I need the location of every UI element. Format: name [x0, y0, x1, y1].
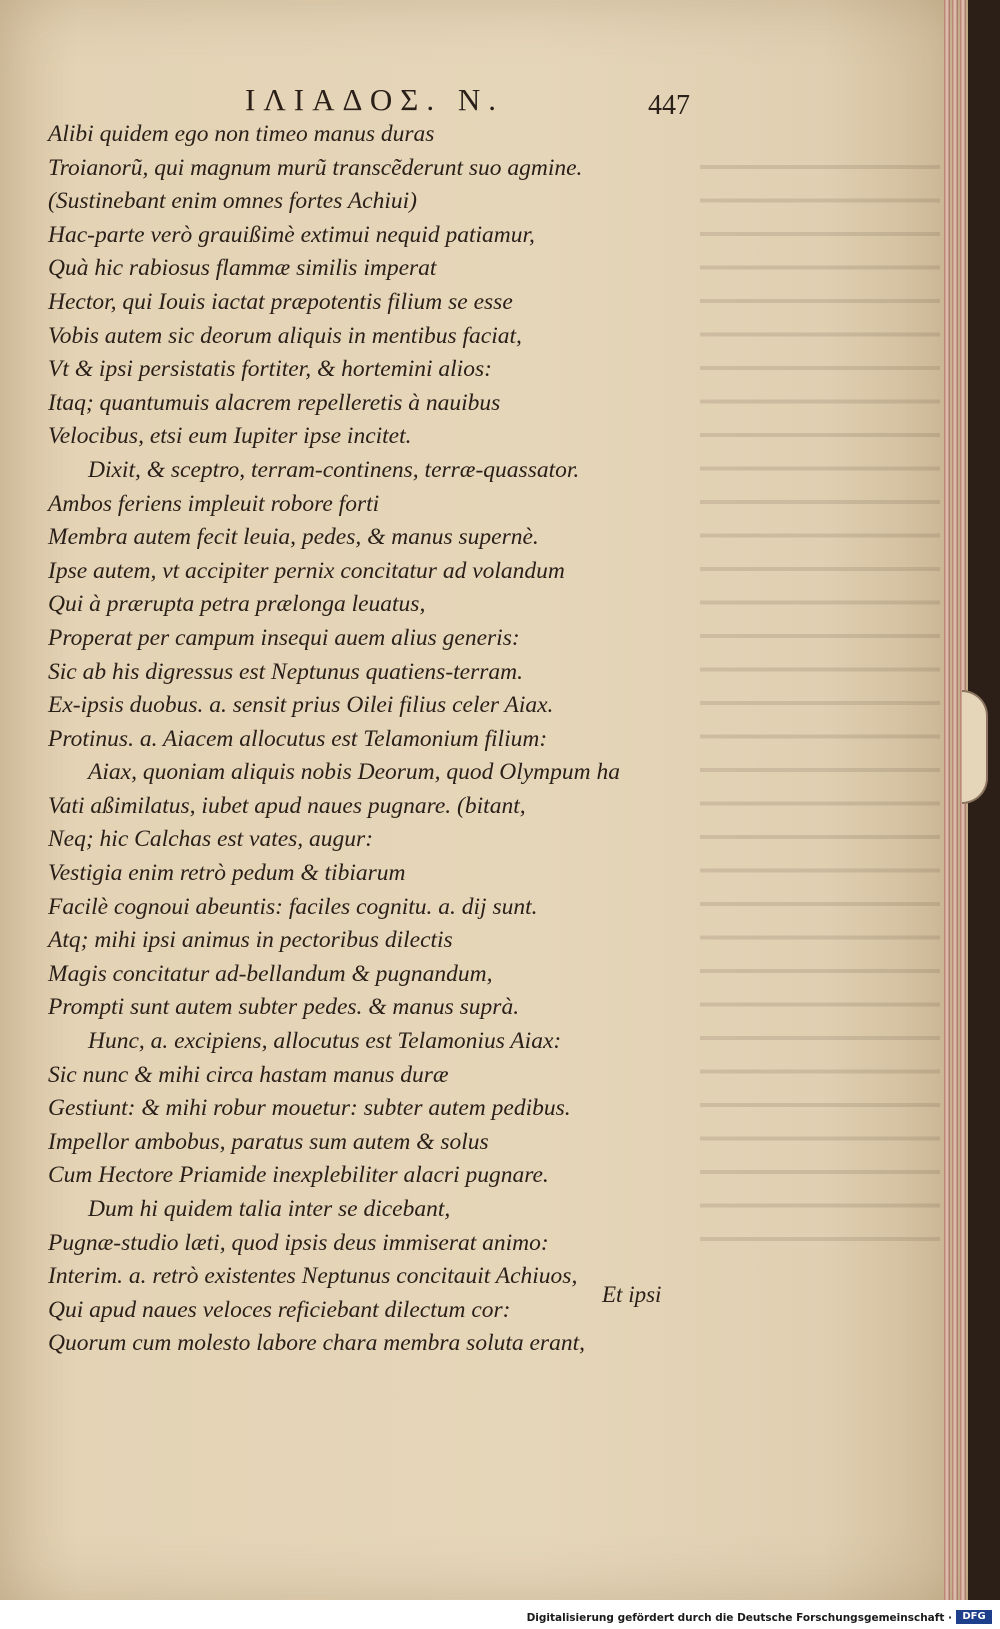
verse-line: Hunc, a. excipiens, allocutus est Telamonius Aiax:: [88, 1028, 562, 1055]
verse-line: Dixit, & sceptro, terram-continens, terræ-quassator.: [88, 456, 580, 483]
verse-line: Magis concitatur ad-bellandum & pugnandum,: [48, 960, 493, 987]
verse-line: Properat per campum insequi auem alius generis:: [48, 624, 520, 651]
page-edge-stack: [944, 0, 950, 1600]
page-clip-tab: [962, 690, 988, 804]
verse-line: Sic ab his digressus est Neptunus quatiens-terram.: [48, 658, 523, 685]
verse-line: Quorum cum molesto labore chara membra soluta erant,: [48, 1330, 585, 1357]
page-number: 447: [648, 90, 690, 121]
verse-line: Vestigia enim retrò pedum & tibiarum: [48, 860, 406, 887]
running-head: ΙΛΙΑΔΟΣ. Ν.: [245, 82, 504, 117]
verse-line: Atq; mihi ipsi animus in pectoribus dilectis: [48, 927, 453, 954]
verse-line: Protinus. a. Aiacem allocutus est Telamonium filium:: [48, 725, 548, 752]
verse-line: Qui à prærupta petra prælonga leuatus,: [48, 591, 426, 618]
verse-line: Interim. a. retrò existentes Neptunus concitauit Achiuos,: [48, 1263, 578, 1290]
verse-line: Qui apud naues veloces reficiebant dilectum cor:: [48, 1296, 511, 1323]
dfg-logo: DFG: [956, 1610, 992, 1624]
verse-line: Itaq; quantumuis alacrem repelleretis à nauibus: [48, 389, 501, 416]
verse-line: Impellor ambobus, paratus sum autem & solus: [48, 1128, 489, 1155]
verse-line: Vt & ipsi persistatis fortiter, & hortemini alios:: [48, 356, 492, 383]
footer-credit: Digitalisierung gefördert durch die Deutsche Forschungsgemeinschaft ·: [526, 1612, 952, 1624]
bleed-through-text: [700, 145, 940, 1245]
digitization-footer: [0, 1600, 1000, 1629]
verse-line: Aiax, quoniam aliquis nobis Deorum, quod Olympum ha: [88, 759, 620, 786]
verse-line: Hac-parte verò grauißimè extimui nequid patiamur,: [48, 221, 535, 248]
verse-line: Troianorũ, qui magnum murũ transcẽderunt suo agmine.: [48, 154, 583, 181]
catchword: Et ipsi: [602, 1282, 662, 1307]
verse-line: Velocibus, etsi eum Iupiter ipse incitet.: [48, 423, 412, 450]
verse-line: Ipse autem, vt accipiter pernix concitatur ad volandum: [48, 557, 565, 584]
verse-line: Cum Hectore Priamide inexplebiliter alacri pugnare.: [48, 1162, 549, 1189]
verse-text-block: [48, 118, 728, 1361]
verse-line: Dum hi quidem talia inter se dicebant,: [88, 1196, 451, 1222]
verse-line: Pugnæ-studio læti, quod ipsis deus immiserat animo:: [48, 1229, 549, 1256]
verse-line: Sic nunc & mihi circa hastam manus duræ: [48, 1061, 449, 1088]
verse-line: Quà hic rabiosus flammæ similis imperat: [48, 255, 437, 282]
verse-line: Prompti sunt autem subter pedes. & manus suprà.: [48, 994, 520, 1021]
verse-line: Facilè cognoui abeuntis: faciles cognitu. a. dij sunt.: [48, 893, 538, 920]
page-edge-stack: [952, 0, 958, 1600]
verse-line: Gestiunt: & mihi robur mouetur: subter autem pedibus.: [48, 1095, 571, 1122]
verse-line: (Sustinebant enim omnes fortes Achiui): [48, 188, 417, 215]
verse-line: Alibi quidem ego non timeo manus duras: [48, 121, 435, 147]
verse-line: Membra autem fecit leuia, pedes, & manus supernè.: [48, 524, 539, 551]
verse-line: Ex-ipsis duobus. a. sensit prius Oilei filius celer Aiax.: [48, 692, 554, 719]
verse-line: Vobis autem sic deorum aliquis in mentibus faciat,: [48, 322, 522, 349]
verse-line: Hector, qui Iouis iactat præpotentis filium se esse: [48, 288, 513, 315]
verse-line: Vati aßimilatus, iubet apud naues pugnare. (bitant,: [48, 792, 526, 819]
verse-line: Neq; hic Calchas est vates, augur:: [48, 826, 374, 853]
verse-line: Ambos feriens impleuit robore forti: [48, 490, 380, 517]
